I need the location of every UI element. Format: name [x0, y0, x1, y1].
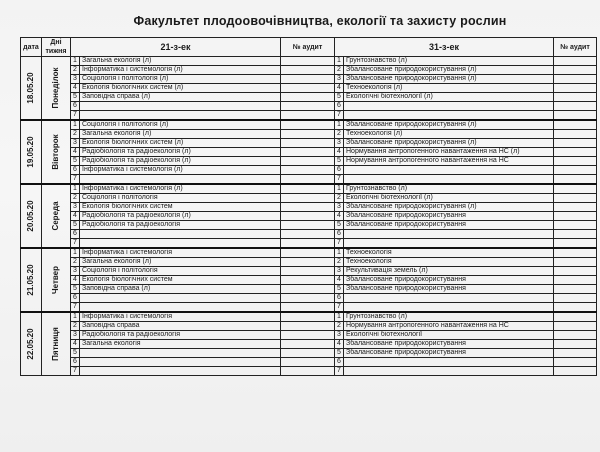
table-row — [21, 75, 597, 84]
table-row — [21, 203, 597, 212]
lesson-number-2: 7 — [335, 367, 344, 376]
subject-group-2: Грунтознавство (л) — [344, 57, 554, 66]
header-weekday: Дні тижня — [42, 38, 71, 57]
room-group-1 — [281, 267, 335, 276]
subject-group-1: Радіобіологія та радіоекологія (л) — [80, 157, 281, 166]
room-group-2 — [554, 120, 597, 130]
lesson-number-2: 4 — [335, 340, 344, 349]
room-group-1 — [281, 194, 335, 203]
room-group-1 — [281, 276, 335, 285]
room-group-1 — [281, 358, 335, 367]
room-group-1 — [281, 139, 335, 148]
room-group-1 — [281, 75, 335, 84]
room-group-1 — [281, 294, 335, 303]
table-row — [21, 267, 597, 276]
subject-group-2 — [344, 239, 554, 249]
room-group-1 — [281, 248, 335, 258]
header-date: дата — [21, 38, 42, 57]
subject-group-1: Загальна екологія — [80, 340, 281, 349]
table-row — [21, 102, 597, 111]
lesson-number-1: 7 — [71, 239, 80, 249]
subject-group-1: Соціологія і політологія — [80, 267, 281, 276]
subject-group-2: Грунтознавство (л) — [344, 184, 554, 194]
room-group-2 — [554, 340, 597, 349]
schedule-table — [20, 37, 597, 376]
room-group-2 — [554, 157, 597, 166]
subject-group-2: Збалансоване природокористування — [344, 285, 554, 294]
table-row — [21, 194, 597, 203]
subject-group-2: Збалансоване природокористування — [344, 340, 554, 349]
lesson-number-2: 3 — [335, 139, 344, 148]
subject-group-2: Техноекологія — [344, 248, 554, 258]
lesson-number-2: 2 — [335, 194, 344, 203]
table-row — [21, 248, 597, 258]
room-group-1 — [281, 111, 335, 121]
subject-group-1: Радіобіологія та радіоекологія (л) — [80, 148, 281, 157]
room-group-2 — [554, 212, 597, 221]
room-group-2 — [554, 312, 597, 322]
subject-group-1: Інформатика і системологія (л) — [80, 166, 281, 175]
subject-group-1: Інформатика і системологія (л) — [80, 184, 281, 194]
lesson-number-1: 1 — [71, 248, 80, 258]
lesson-number-1: 3 — [71, 203, 80, 212]
subject-group-1: Загальна екологія (л) — [80, 57, 281, 66]
room-group-2 — [554, 239, 597, 249]
day-weekday: Четвер — [51, 265, 60, 295]
subject-group-1: Соціологія і політологія (л) — [80, 75, 281, 84]
day-weekday-cell — [42, 312, 71, 376]
room-group-2 — [554, 230, 597, 239]
table-row — [21, 84, 597, 93]
room-group-2 — [554, 93, 597, 102]
lesson-number-2: 5 — [335, 221, 344, 230]
lesson-number-1: 4 — [71, 84, 80, 93]
subject-group-1: Екологія біологічних систем — [80, 203, 281, 212]
lesson-number-2: 5 — [335, 285, 344, 294]
lesson-number-1: 4 — [71, 148, 80, 157]
room-group-2 — [554, 331, 597, 340]
subject-group-1: Інформатика і системологія — [80, 312, 281, 322]
lesson-number-1: 3 — [71, 267, 80, 276]
lesson-number-2: 5 — [335, 157, 344, 166]
lesson-number-2: 5 — [335, 349, 344, 358]
lesson-number-2: 2 — [335, 322, 344, 331]
subject-group-2: Нормування антропогенного навантаження на НС — [344, 322, 554, 331]
subject-group-1: Радіобіологія та радіоекологія — [80, 331, 281, 340]
day-weekday-cell — [42, 57, 71, 121]
table-row — [21, 276, 597, 285]
lesson-number-2: 7 — [335, 111, 344, 121]
lesson-number-2: 6 — [335, 294, 344, 303]
room-group-1 — [281, 166, 335, 175]
room-group-2 — [554, 322, 597, 331]
lesson-number-2: 5 — [335, 93, 344, 102]
table-row — [21, 349, 597, 358]
room-group-2 — [554, 184, 597, 194]
table-row — [21, 93, 597, 102]
lesson-number-1: 7 — [71, 367, 80, 376]
table-row — [21, 139, 597, 148]
subject-group-2 — [344, 358, 554, 367]
table-row — [21, 312, 597, 322]
subject-group-1 — [80, 230, 281, 239]
room-group-2 — [554, 285, 597, 294]
room-group-2 — [554, 57, 597, 66]
room-group-1 — [281, 130, 335, 139]
room-group-1 — [281, 212, 335, 221]
table-row — [21, 66, 597, 75]
lesson-number-1: 6 — [71, 358, 80, 367]
lesson-number-2: 4 — [335, 212, 344, 221]
day-weekday: Пятниця — [51, 327, 60, 361]
room-group-1 — [281, 230, 335, 239]
lesson-number-1: 4 — [71, 212, 80, 221]
room-group-2 — [554, 75, 597, 84]
day-date: 19.05.20 — [26, 136, 35, 168]
room-group-2 — [554, 102, 597, 111]
day-date: 22.05.20 — [26, 328, 35, 360]
table-row — [21, 148, 597, 157]
room-group-2 — [554, 84, 597, 93]
table-row — [21, 230, 597, 239]
room-group-2 — [554, 148, 597, 157]
subject-group-1: Екологія біологічних систем — [80, 276, 281, 285]
room-group-1 — [281, 57, 335, 66]
lesson-number-1: 2 — [71, 66, 80, 75]
page-title: Факультет плодоовочівництва, екології та захисту рослин — [133, 14, 507, 28]
subject-group-2: Екологічні біотехнології (л) — [344, 194, 554, 203]
room-group-2 — [554, 276, 597, 285]
subject-group-2 — [344, 102, 554, 111]
lesson-number-2: 1 — [335, 248, 344, 258]
room-group-2 — [554, 139, 597, 148]
lesson-number-2: 4 — [335, 84, 344, 93]
subject-group-2: Техноекологія (л) — [344, 84, 554, 93]
subject-group-1 — [80, 358, 281, 367]
room-group-2 — [554, 130, 597, 139]
header-group-1: 21-з-ек — [71, 38, 281, 57]
room-group-1 — [281, 303, 335, 313]
lesson-number-1: 5 — [71, 93, 80, 102]
day-weekday: Понеділок — [51, 67, 60, 109]
lesson-number-2: 3 — [335, 75, 344, 84]
day-weekday-cell — [42, 184, 71, 248]
lesson-number-1: 4 — [71, 340, 80, 349]
room-group-1 — [281, 349, 335, 358]
table-row — [21, 166, 597, 175]
lesson-number-1: 2 — [71, 130, 80, 139]
subject-group-1: Заповідна справа — [80, 322, 281, 331]
subject-group-1: Екологія біологічних систем (л) — [80, 84, 281, 93]
lesson-number-1: 5 — [71, 285, 80, 294]
subject-group-2: Рекультивація земель (л) — [344, 267, 554, 276]
day-weekday-cell — [42, 120, 71, 184]
lesson-number-2: 6 — [335, 102, 344, 111]
table-row — [21, 322, 597, 331]
schedule-body — [21, 57, 597, 376]
day-date-cell — [21, 248, 42, 312]
room-group-1 — [281, 175, 335, 185]
lesson-number-1: 6 — [71, 230, 80, 239]
lesson-number-1: 5 — [71, 221, 80, 230]
lesson-number-1: 5 — [71, 349, 80, 358]
table-row — [21, 331, 597, 340]
header-row — [21, 38, 597, 57]
day-date-cell — [21, 312, 42, 376]
table-row — [21, 157, 597, 166]
subject-group-2: Нормування антропогенного навантаження на НС — [344, 157, 554, 166]
lesson-number-1: 7 — [71, 303, 80, 313]
day-date-cell — [21, 184, 42, 248]
lesson-number-2: 4 — [335, 276, 344, 285]
subject-group-2: Збалансоване природокористування (л) — [344, 139, 554, 148]
lesson-number-1: 1 — [71, 120, 80, 130]
room-group-2 — [554, 66, 597, 75]
day-date: 18.05.20 — [26, 72, 35, 104]
room-group-2 — [554, 194, 597, 203]
subject-group-2 — [344, 303, 554, 313]
subject-group-1: Соціологія і політологія — [80, 194, 281, 203]
lesson-number-1: 2 — [71, 322, 80, 331]
room-group-2 — [554, 248, 597, 258]
room-group-1 — [281, 120, 335, 130]
room-group-1 — [281, 322, 335, 331]
lesson-number-1: 6 — [71, 166, 80, 175]
room-group-1 — [281, 312, 335, 322]
room-group-2 — [554, 367, 597, 376]
day-date-cell — [21, 120, 42, 184]
subject-group-2: Збалансоване природокористування — [344, 276, 554, 285]
subject-group-1 — [80, 102, 281, 111]
day-date-cell — [21, 57, 42, 121]
subject-group-2 — [344, 294, 554, 303]
table-row — [21, 258, 597, 267]
subject-group-2 — [344, 230, 554, 239]
table-row — [21, 285, 597, 294]
table-row — [21, 111, 597, 121]
room-group-1 — [281, 102, 335, 111]
subject-group-1 — [80, 294, 281, 303]
subject-group-1 — [80, 111, 281, 121]
lesson-number-2: 1 — [335, 184, 344, 194]
table-row — [21, 221, 597, 230]
room-group-2 — [554, 203, 597, 212]
room-group-1 — [281, 66, 335, 75]
room-group-1 — [281, 157, 335, 166]
room-group-2 — [554, 358, 597, 367]
lesson-number-2: 7 — [335, 303, 344, 313]
room-group-1 — [281, 203, 335, 212]
subject-group-2: Грунтознавство (л) — [344, 312, 554, 322]
room-group-1 — [281, 84, 335, 93]
room-group-2 — [554, 349, 597, 358]
lesson-number-1: 1 — [71, 184, 80, 194]
subject-group-2 — [344, 175, 554, 185]
day-date: 20.05.20 — [26, 200, 35, 232]
subject-group-1: Заповідна справа (л) — [80, 93, 281, 102]
lesson-number-2: 3 — [335, 267, 344, 276]
lesson-number-2: 1 — [335, 57, 344, 66]
subject-group-1: Загальна екологія (л) — [80, 130, 281, 139]
day-weekday-cell — [42, 248, 71, 312]
room-group-2 — [554, 303, 597, 313]
subject-group-1 — [80, 303, 281, 313]
subject-group-2: Збалансоване природокористування — [344, 221, 554, 230]
table-row — [21, 212, 597, 221]
room-group-1 — [281, 148, 335, 157]
subject-group-1: Загальна екологія (л) — [80, 258, 281, 267]
room-group-2 — [554, 166, 597, 175]
table-row — [21, 340, 597, 349]
lesson-number-1: 1 — [71, 312, 80, 322]
subject-group-2: Нормування антропогенного навантаження на НС (л) — [344, 148, 554, 157]
lesson-number-1: 4 — [71, 276, 80, 285]
table-row — [21, 239, 597, 249]
subject-group-2: Збалансоване природокористування (л) — [344, 75, 554, 84]
room-group-1 — [281, 93, 335, 102]
subject-group-2: Екологічні біотехнології — [344, 331, 554, 340]
table-row — [21, 175, 597, 185]
room-group-2 — [554, 175, 597, 185]
subject-group-1 — [80, 239, 281, 249]
day-weekday: Середа — [51, 201, 60, 231]
subject-group-1: Радіобіологія та радіоекологія (л) — [80, 212, 281, 221]
lesson-number-2: 7 — [335, 239, 344, 249]
room-group-2 — [554, 294, 597, 303]
table-row — [21, 358, 597, 367]
lesson-number-2: 1 — [335, 312, 344, 322]
subject-group-2 — [344, 166, 554, 175]
subject-group-2 — [344, 367, 554, 376]
room-group-1 — [281, 221, 335, 230]
subject-group-2 — [344, 111, 554, 121]
lesson-number-2: 3 — [335, 203, 344, 212]
lesson-number-1: 7 — [71, 111, 80, 121]
lesson-number-1: 5 — [71, 157, 80, 166]
room-group-1 — [281, 285, 335, 294]
subject-group-2: Техноекологія (л) — [344, 130, 554, 139]
room-group-2 — [554, 221, 597, 230]
table-row — [21, 294, 597, 303]
room-group-1 — [281, 258, 335, 267]
header-group-2: 31-з-ек — [335, 38, 554, 57]
table-row — [21, 130, 597, 139]
subject-group-1: Радіобіологія та радіоекологія — [80, 221, 281, 230]
lesson-number-2: 3 — [335, 331, 344, 340]
lesson-number-1: 1 — [71, 57, 80, 66]
room-group-2 — [554, 258, 597, 267]
subject-group-2: Екологічні біотехнології (л) — [344, 93, 554, 102]
lesson-number-1: 7 — [71, 175, 80, 185]
subject-group-2: Збалансоване природокористування (л) — [344, 66, 554, 75]
lesson-number-1: 6 — [71, 102, 80, 111]
subject-group-1: Соціологія і політологія (л) — [80, 120, 281, 130]
table-row — [21, 184, 597, 194]
subject-group-1: Екологія біологічних систем (л) — [80, 139, 281, 148]
lesson-number-2: 4 — [335, 148, 344, 157]
table-row — [21, 303, 597, 313]
lesson-number-2: 6 — [335, 358, 344, 367]
lesson-number-2: 2 — [335, 258, 344, 267]
lesson-number-2: 6 — [335, 230, 344, 239]
header-room-1: № аудит — [281, 38, 335, 57]
lesson-number-1: 2 — [71, 194, 80, 203]
lesson-number-2: 1 — [335, 120, 344, 130]
lesson-number-2: 6 — [335, 166, 344, 175]
room-group-1 — [281, 367, 335, 376]
table-row — [21, 367, 597, 376]
table-row — [21, 57, 597, 66]
day-date: 21.05.20 — [26, 264, 35, 296]
subject-group-2: Збалансоване природокористування (л) — [344, 120, 554, 130]
day-weekday: Вівторок — [51, 134, 60, 170]
subject-group-1 — [80, 367, 281, 376]
room-group-1 — [281, 340, 335, 349]
header-room-2: № аудит — [554, 38, 597, 57]
lesson-number-1: 6 — [71, 294, 80, 303]
room-group-1 — [281, 331, 335, 340]
lesson-number-1: 2 — [71, 258, 80, 267]
subject-group-2: Збалансоване природокористування (л) — [344, 203, 554, 212]
lesson-number-2: 2 — [335, 130, 344, 139]
table-row — [21, 120, 597, 130]
subject-group-2: Збалансоване природокористування — [344, 212, 554, 221]
room-group-1 — [281, 184, 335, 194]
subject-group-1: Заповідна справа (л) — [80, 285, 281, 294]
lesson-number-2: 7 — [335, 175, 344, 185]
room-group-1 — [281, 239, 335, 249]
lesson-number-1: 3 — [71, 139, 80, 148]
lesson-number-2: 2 — [335, 66, 344, 75]
lesson-number-1: 3 — [71, 75, 80, 84]
subject-group-1: Інформатика і системологія — [80, 248, 281, 258]
subject-group-2: Збалансоване природокористування — [344, 349, 554, 358]
lesson-number-1: 3 — [71, 331, 80, 340]
subject-group-2: Техноекологія — [344, 258, 554, 267]
subject-group-1 — [80, 349, 281, 358]
subject-group-1: Інформатика і системологія (л) — [80, 66, 281, 75]
room-group-2 — [554, 111, 597, 121]
room-group-2 — [554, 267, 597, 276]
subject-group-1 — [80, 175, 281, 185]
